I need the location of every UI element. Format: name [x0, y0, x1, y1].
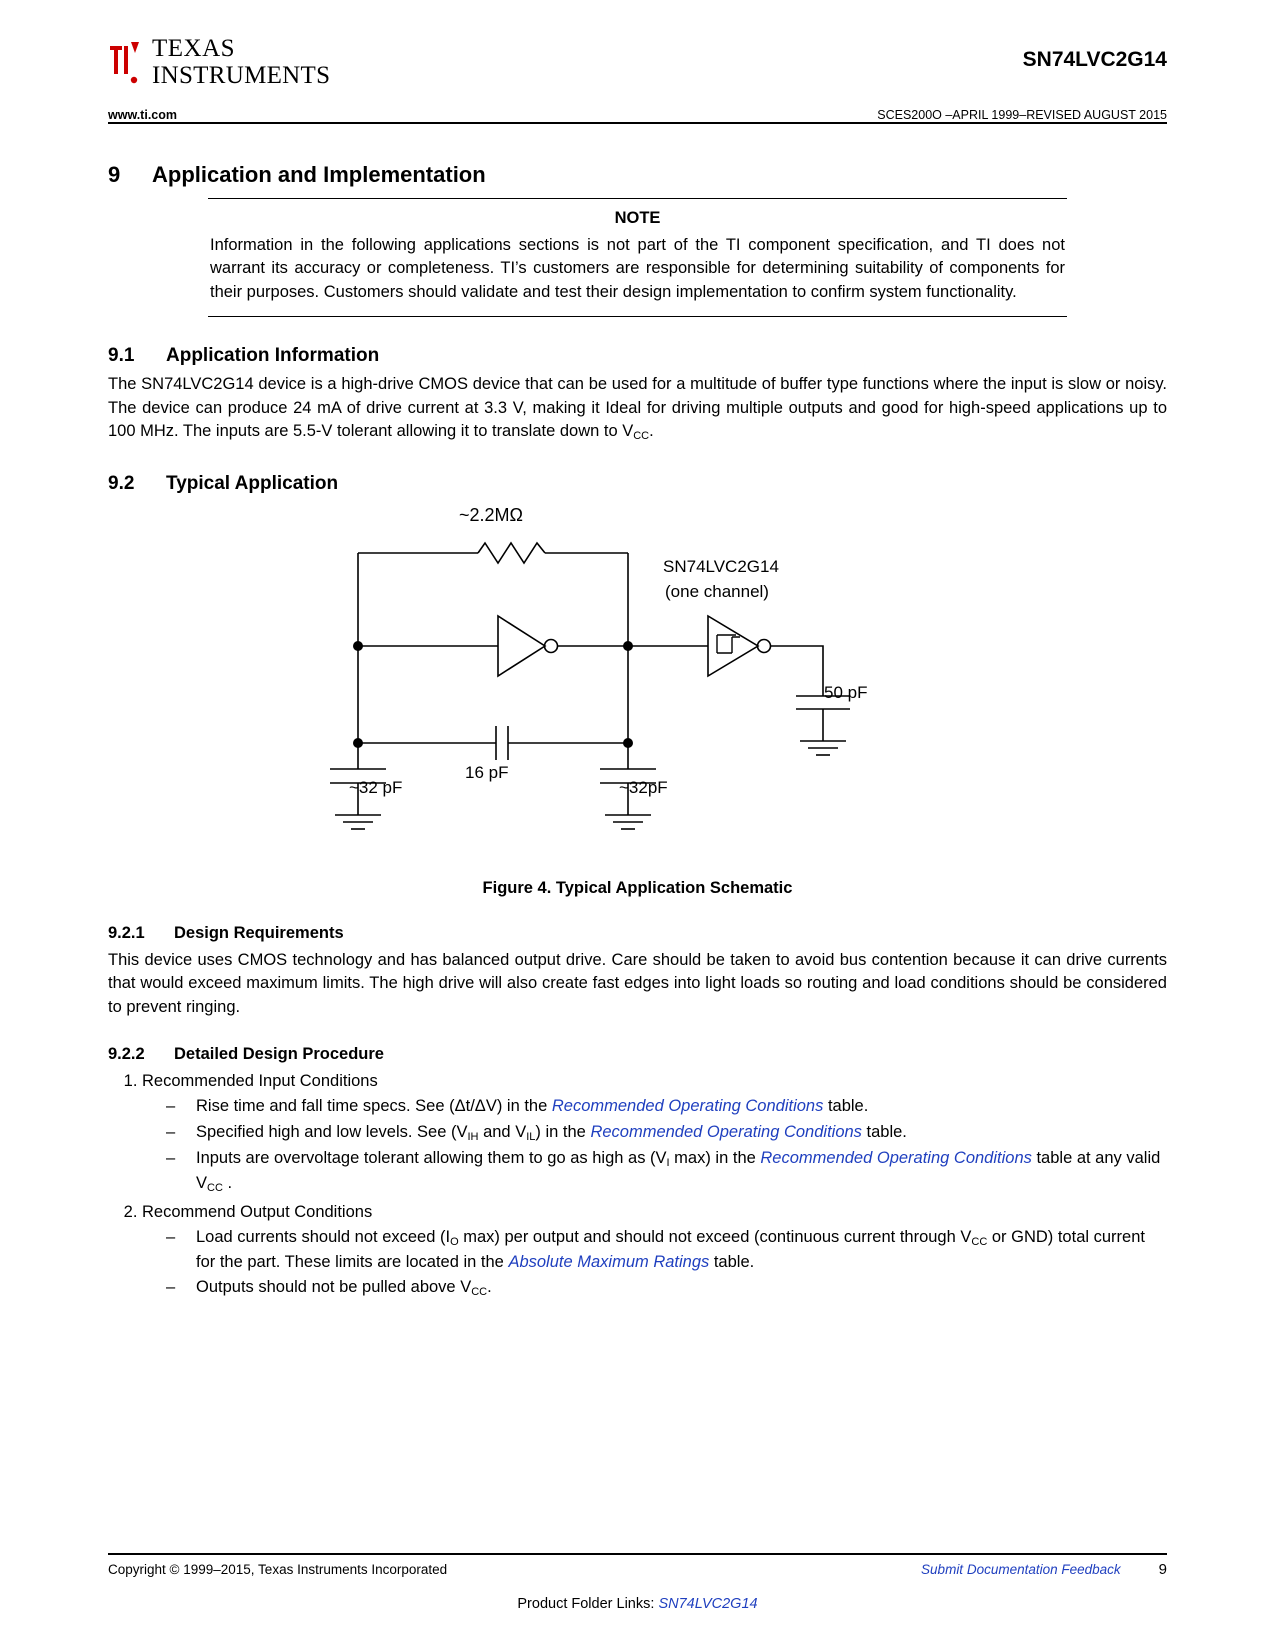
- bullet-text-mid: and V: [478, 1122, 527, 1141]
- vi-subscript: I: [666, 1157, 670, 1170]
- page-header: [108, 0, 1167, 130]
- product-folder-label: Product Folder Links:: [517, 1596, 659, 1612]
- detailed-design-procedure-list: [108, 1070, 1167, 1301]
- note-box: [208, 198, 1067, 317]
- bullet-text-end2: .: [222, 1174, 233, 1193]
- section-heading-9: [108, 162, 1167, 188]
- output-conditions-label: Recommend Output Conditions: [142, 1202, 373, 1221]
- load-capacitor-label: 50 pF: [824, 682, 868, 702]
- copyright-text: Copyright © 1999–2015, Texas Instruments Incorporated: [108, 1562, 448, 1577]
- note-title: NOTE: [614, 209, 661, 227]
- bullet-text-end2: table.: [709, 1252, 755, 1271]
- ti-logo-text-line1: TEXAS: [152, 35, 236, 62]
- bullet-text-mid: max) per output and should not exceed (continuous current through V: [458, 1228, 972, 1247]
- footer-divider: [108, 1553, 1167, 1555]
- vil-subscript: IL: [526, 1130, 536, 1143]
- section-number-9-2-1: 9.2.1: [108, 923, 145, 942]
- page-footer: [108, 1553, 1167, 1612]
- section-title-9-2-1: Design Requirements: [174, 923, 344, 942]
- bullet-text-end: table.: [823, 1097, 869, 1116]
- document-id: SCES200O –APRIL 1999–REVISED AUGUST 2015: [877, 108, 1167, 122]
- part-number: SN74LVC2G14: [1022, 48, 1167, 71]
- schematic-diagram: [108, 513, 1167, 863]
- submit-documentation-feedback-link[interactable]: Submit Documentation Feedback: [921, 1562, 1121, 1577]
- ti-logo: [108, 36, 330, 88]
- design-requirements-paragraph: This device uses CMOS technology and has balanced output drive. Care should be taken to avoid bus contention because it can drive currents that would exceed maximum limits. The high drive will also create fast edges into light loads so routing and load conditions should be considered to prevent ringing.: [108, 950, 1167, 1016]
- resistor-label: ~2.2MΩ: [459, 504, 523, 525]
- vcc-subscript: CC: [633, 430, 650, 443]
- vcc-subscript: CC: [971, 1236, 988, 1249]
- section-heading-9-2: [108, 473, 1167, 495]
- list-item: [166, 1095, 1167, 1118]
- section-title-9-1: Application Information: [166, 345, 380, 367]
- io-subscript: O: [450, 1236, 459, 1249]
- list-item: [142, 1070, 1167, 1197]
- input-conditions-bullets: [142, 1095, 1167, 1196]
- mid-capacitor-label: 16 pF: [465, 762, 509, 782]
- section-heading-9-2-1: [108, 924, 1167, 943]
- section-heading-9-2-2: [108, 1045, 1167, 1064]
- vcc-subscript: CC: [471, 1286, 488, 1299]
- bullet-text: Inputs are overvoltage tolerant allowing them to go as high as (V: [196, 1149, 667, 1168]
- device-label-line2: (one channel): [665, 581, 769, 601]
- ti-website[interactable]: www.ti.com: [108, 108, 177, 122]
- bullet-text: Rise time and fall time specs. See (Δt/ΔV) in the: [196, 1097, 552, 1116]
- ti-logo-text-line2: INSTRUMENTS: [152, 62, 331, 89]
- section-number-9: 9: [108, 162, 121, 187]
- product-folder-links: [108, 1596, 1167, 1612]
- list-item: [166, 1226, 1167, 1274]
- left-capacitor-label: ~32 pF: [349, 777, 403, 797]
- application-information-text-end: .: [649, 422, 654, 441]
- input-conditions-label: Recommended Input Conditions: [142, 1071, 378, 1090]
- bullet-text: Load currents should not exceed (I: [196, 1228, 451, 1247]
- bullet-text-mid: max) in the: [669, 1149, 761, 1168]
- application-information-text: The SN74LVC2G14 device is a high-drive CMOS device that can be used for a multitude of buffer type functions where the input is slow or noisy. The device can produce 24 mA of drive current at 3.3 V, making it Ideal for driving multiple outputs and good for high-speed applications up to 100 MHz. The inputs are 5.5-V tolerant allowing it to translate down to V: [108, 375, 1167, 441]
- figure-caption: Figure 4. Typical Application Schematic: [482, 878, 793, 897]
- note-body: Information in the following applications sections is not part of the TI component specification, and TI does not warrant its accuracy or completeness. TI’s customers are responsible for determining suitability of components for their purposes. Customers should validate and test their design implementation to confirm system functionality.: [210, 236, 1065, 301]
- bullet-text-end: or GND) total current for the part. These limits are located in the: [196, 1228, 1145, 1271]
- section-number-9-1: 9.1: [108, 345, 135, 367]
- section-title-9: Application and Implementation: [152, 162, 486, 187]
- section-number-9-2: 9.2: [108, 472, 135, 494]
- absolute-maximum-ratings-link[interactable]: Absolute Maximum Ratings: [508, 1252, 710, 1271]
- right-capacitor-label: ~32pF: [619, 777, 668, 797]
- list-item: [166, 1276, 1167, 1301]
- page-number: 9: [1158, 1561, 1167, 1578]
- section-title-9-2-2: Detailed Design Procedure: [174, 1044, 384, 1063]
- vih-subscript: IH: [467, 1130, 479, 1143]
- section-heading-9-1: [108, 345, 1167, 367]
- ti-logo-icon: [108, 40, 144, 84]
- list-item: [142, 1201, 1167, 1301]
- bullet-text-end: table at any valid V: [196, 1149, 1161, 1193]
- vcc-subscript: CC: [207, 1182, 223, 1195]
- application-information-paragraph: [108, 373, 1167, 444]
- typical-application-figure: [108, 504, 1167, 873]
- list-item: [166, 1147, 1167, 1196]
- section-number-9-2-2: 9.2.2: [108, 1044, 145, 1063]
- section-title-9-2: Typical Application: [166, 472, 339, 494]
- output-conditions-bullets: [142, 1226, 1167, 1301]
- bullet-text: Outputs should not be pulled above V: [196, 1278, 472, 1297]
- device-label-line1: SN74LVC2G14: [663, 556, 779, 576]
- list-item: [166, 1121, 1167, 1146]
- bullet-text-end: .: [487, 1278, 492, 1297]
- product-folder-link[interactable]: SN74LVC2G14: [658, 1596, 758, 1612]
- bullet-text-mid2: ) in the: [535, 1122, 591, 1141]
- recommended-operating-conditions-link[interactable]: Recommended Operating Conditions: [551, 1097, 824, 1116]
- header-divider: [108, 122, 1167, 124]
- bullet-text-end: table.: [861, 1122, 907, 1141]
- recommended-operating-conditions-link[interactable]: Recommended Operating Conditions: [590, 1122, 862, 1141]
- bullet-text: Specified high and low levels. See (V: [196, 1122, 468, 1141]
- recommended-operating-conditions-link[interactable]: Recommended Operating Conditions: [760, 1149, 1032, 1168]
